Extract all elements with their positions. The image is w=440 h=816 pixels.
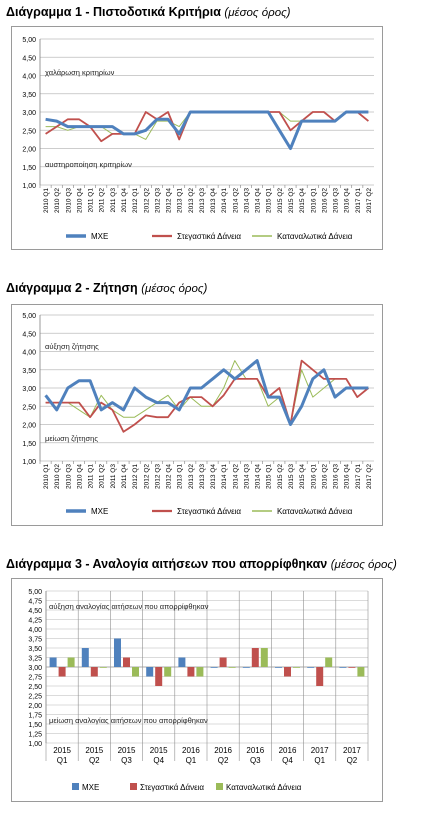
x-tick-label: 2011 Q1 xyxy=(87,464,95,489)
annotation-top: χαλάρωση κριτηρίων xyxy=(45,68,115,77)
x-tick-label: 2010 Q1 xyxy=(43,188,51,213)
bar-mortgage xyxy=(348,667,355,668)
x-tick-label: 2016 Q4 xyxy=(343,464,351,489)
x-tick-label: 2016 Q2 xyxy=(321,464,329,489)
figure-2-title xyxy=(6,281,207,295)
annotation-bottom: μείωση αναλογίας αιτήσεων που απορρίφθηκαν xyxy=(49,716,208,725)
bar-consumer xyxy=(357,667,364,677)
legend-label-mortgage: Στεγαστικά Δάνεια xyxy=(177,232,242,241)
annotation-top: αύξηση αναλογίας αιτήσεων που απορρίφθηκαν xyxy=(49,602,209,611)
x-tick-label: 2011 Q3 xyxy=(109,464,117,489)
bar-mxe xyxy=(178,658,185,668)
y-tick-label: 3,00 xyxy=(28,665,42,672)
bar-mortgage xyxy=(91,667,98,677)
y-tick-label: 3,50 xyxy=(22,91,36,99)
x-tick-label: 2014 Q2 xyxy=(232,188,240,213)
x-tick-label: 2010 Q4 xyxy=(76,188,84,213)
x-tick-label: 2013 Q3 xyxy=(198,188,206,213)
annotation-top: αύξηση ζήτησης xyxy=(45,342,99,351)
x-tick-label: 2014 Q1 xyxy=(221,464,229,489)
legend-label-consumer: Καταναλωτικά Δάνεια xyxy=(277,507,353,516)
y-tick-label: 4,00 xyxy=(28,627,42,634)
y-tick-label: 2,50 xyxy=(22,128,36,136)
figure-3-title xyxy=(6,557,397,571)
x-tick-label: 2010 Q4 xyxy=(76,464,84,489)
x-tick-label: 2015 Q3 xyxy=(288,464,295,489)
chart-1-panel xyxy=(11,26,383,250)
legend-swatch-consumer xyxy=(216,783,223,790)
x-tick-label: 2011 Q2 xyxy=(98,464,106,489)
y-tick-label: 4,75 xyxy=(28,598,42,606)
x-tick-label: 2013 Q4 xyxy=(210,188,218,213)
x-tick-label-year: 2015 xyxy=(53,746,71,755)
x-tick-label-year: 2016 xyxy=(182,746,200,755)
bar-mxe xyxy=(243,667,250,668)
x-tick-label: 2017 Q2 xyxy=(365,464,373,489)
chart-3-panel xyxy=(11,578,383,802)
x-tick-label: 2014 Q1 xyxy=(221,188,229,213)
x-tick-label: 2011 Q4 xyxy=(121,188,128,213)
x-tick-label: 2013 Q2 xyxy=(187,464,195,489)
bar-mxe xyxy=(82,648,89,667)
legend-swatch-mortgage xyxy=(130,783,137,790)
bar-mortgage xyxy=(284,667,291,677)
x-tick-label-year: 2016 xyxy=(246,746,265,755)
x-tick-label: 2014 Q4 xyxy=(254,464,262,489)
x-tick-label: 2012 Q3 xyxy=(154,464,162,489)
x-tick-label: 2016 Q3 xyxy=(332,188,340,213)
legend-label-mxe: ΜΧΕ xyxy=(82,783,100,792)
x-tick-label: 2013 Q1 xyxy=(176,464,184,489)
bar-mortgage xyxy=(252,648,259,667)
legend-label-consumer: Καταναλωτικά Δάνεια xyxy=(226,783,302,792)
bar-mxe xyxy=(275,667,282,668)
x-tick-label-year: 2017 xyxy=(310,746,329,755)
x-tick-label: 2012 Q4 xyxy=(165,188,173,213)
y-tick-label: 3,25 xyxy=(28,655,42,663)
y-tick-label: 1,50 xyxy=(22,440,36,448)
x-tick-label: 2013 Q3 xyxy=(198,464,206,489)
x-tick-label: 2013 Q1 xyxy=(176,188,184,213)
x-tick-label-quarter: Q1 xyxy=(56,756,68,765)
chart-2-panel xyxy=(11,304,383,526)
y-tick-label: 4,50 xyxy=(28,608,42,615)
x-tick-label: 2010 Q3 xyxy=(65,464,73,489)
x-tick-label: 2010 Q3 xyxy=(65,188,73,213)
x-tick-label-year: 2016 xyxy=(278,746,297,755)
x-tick-label: 2012 Q4 xyxy=(165,464,173,489)
y-tick-label: 4,50 xyxy=(22,55,36,63)
bar-mxe xyxy=(307,667,314,668)
figure-1-title-text: Διάγραμμα 1 - Πιστοδοτικά Κριτήρια xyxy=(6,5,221,19)
x-tick-label: 2010 Q2 xyxy=(54,188,62,213)
bar-mxe xyxy=(114,639,121,668)
x-tick-label: 2011 Q3 xyxy=(109,188,117,213)
y-tick-label: 3,00 xyxy=(22,110,36,117)
bar-mortgage xyxy=(123,658,130,668)
y-tick-label: 3,75 xyxy=(28,636,42,644)
x-tick-label: 2013 Q4 xyxy=(210,464,218,489)
x-tick-label-quarter: Q4 xyxy=(153,756,165,765)
x-tick-label: 2014 Q3 xyxy=(243,188,251,213)
annotation-bottom: αυστηροποίηση κριτηρίων xyxy=(45,160,132,169)
x-tick-label-quarter: Q3 xyxy=(249,756,261,765)
figure-1-subtitle: (μέσος όρος) xyxy=(224,7,291,19)
x-tick-label: 2014 Q4 xyxy=(254,188,262,213)
x-tick-label: 2015 Q3 xyxy=(288,188,295,213)
y-tick-label: 4,50 xyxy=(22,331,36,339)
figure-3-subtitle: (μέσος όρος) xyxy=(330,559,397,571)
y-tick-label: 5,00 xyxy=(28,589,42,596)
y-tick-label: 1,00 xyxy=(28,741,42,748)
legend-label-mortgage: Στεγαστικά Δάνεια xyxy=(140,783,205,792)
legend-label-mortgage: Στεγαστικά Δάνεια xyxy=(177,507,242,516)
x-tick-label: 2010 Q1 xyxy=(43,464,51,489)
x-tick-label: 2014 Q2 xyxy=(232,464,240,489)
y-tick-label: 1,00 xyxy=(22,183,36,190)
x-tick-label: 2016 Q1 xyxy=(310,464,318,489)
x-tick-label: 2015 Q2 xyxy=(276,464,284,489)
bar-consumer xyxy=(132,667,139,677)
x-tick-label: 2014 Q3 xyxy=(243,464,251,489)
x-tick-label: 2011 Q2 xyxy=(98,188,106,213)
bar-consumer xyxy=(68,658,75,668)
x-tick-label-year: 2015 xyxy=(117,746,136,755)
x-tick-label: 2017 Q1 xyxy=(354,188,362,213)
x-tick-label-year: 2015 xyxy=(85,746,104,755)
bar-consumer xyxy=(229,667,236,668)
x-tick-label: 2016 Q4 xyxy=(343,188,351,213)
y-tick-label: 2,00 xyxy=(28,703,42,710)
x-tick-label: 2012 Q1 xyxy=(132,464,140,489)
x-tick-label: 2013 Q2 xyxy=(187,188,195,213)
x-tick-label-year: 2015 xyxy=(149,746,168,755)
bar-consumer xyxy=(293,667,300,668)
x-tick-label: 2016 Q2 xyxy=(321,188,329,213)
y-tick-label: 2,75 xyxy=(28,674,42,682)
legend-label-mxe: ΜΧΕ xyxy=(91,232,109,241)
x-tick-label-quarter: Q1 xyxy=(185,756,197,765)
y-tick-label: 1,00 xyxy=(22,459,36,466)
x-tick-label: 2011 Q4 xyxy=(121,464,128,489)
y-tick-label: 1,50 xyxy=(22,164,36,172)
y-tick-label: 1,25 xyxy=(28,731,42,739)
x-tick-label: 2012 Q3 xyxy=(154,188,162,213)
y-tick-label: 5,00 xyxy=(22,37,36,44)
bar-consumer xyxy=(261,648,268,667)
figure-2-title-text: Διάγραμμα 2 - Ζήτηση xyxy=(6,281,138,295)
x-tick-label: 2015 Q1 xyxy=(265,188,273,213)
bar-mxe xyxy=(146,667,153,677)
x-tick-label: 2017 Q1 xyxy=(354,464,362,489)
legend-label-mxe: ΜΧΕ xyxy=(91,507,109,516)
y-tick-label: 3,50 xyxy=(22,367,36,375)
bar-consumer xyxy=(196,667,203,677)
x-tick-label-quarter: Q1 xyxy=(314,756,326,765)
y-tick-label: 5,00 xyxy=(22,313,36,320)
bar-consumer xyxy=(325,658,332,668)
x-tick-label: 2012 Q2 xyxy=(143,188,151,213)
bar-mortgage xyxy=(316,667,323,686)
series-line-mxe xyxy=(46,361,369,425)
x-tick-label-year: 2017 xyxy=(343,746,361,755)
x-tick-label: 2010 Q2 xyxy=(54,464,62,489)
x-tick-label: 2011 Q1 xyxy=(87,188,95,213)
figure-1-title xyxy=(6,5,291,19)
bar-mxe xyxy=(50,658,57,668)
y-tick-label: 2,25 xyxy=(28,693,42,701)
x-tick-label: 2015 Q1 xyxy=(265,464,273,489)
x-tick-label: 2012 Q1 xyxy=(132,188,140,213)
y-tick-label: 2,00 xyxy=(22,422,36,430)
x-tick-label: 2015 Q4 xyxy=(299,188,307,213)
bar-consumer xyxy=(164,667,171,677)
annotation-bottom: μείωση ζήτησης xyxy=(45,434,98,443)
x-tick-label-quarter: Q4 xyxy=(282,756,293,765)
bar-mortgage xyxy=(59,667,66,677)
y-tick-label: 2,50 xyxy=(22,404,36,412)
x-tick-label-quarter: Q3 xyxy=(121,756,132,765)
chart-3 xyxy=(12,579,382,801)
x-tick-label: 2016 Q1 xyxy=(310,188,318,213)
x-tick-label-quarter: Q2 xyxy=(346,756,358,765)
x-tick-label: 2012 Q2 xyxy=(143,464,151,489)
chart-2 xyxy=(12,305,382,525)
y-tick-label: 4,00 xyxy=(22,349,36,357)
y-tick-label: 1,50 xyxy=(28,722,42,729)
x-tick-label-year: 2016 xyxy=(214,746,232,755)
figure-3-title-text: Διάγραμμα 3 - Αναλογία αιτήσεων που απορρίφθηκαν xyxy=(6,557,328,571)
legend-label-consumer: Καταναλωτικά Δάνεια xyxy=(277,232,353,241)
y-tick-label: 2,00 xyxy=(22,146,36,154)
y-tick-label: 4,25 xyxy=(28,617,42,625)
x-tick-label-quarter: Q2 xyxy=(88,756,100,765)
bar-mortgage xyxy=(187,667,194,677)
x-tick-label: 2015 Q4 xyxy=(299,464,307,489)
x-tick-label-quarter: Q2 xyxy=(217,756,229,765)
bar-mortgage xyxy=(155,667,162,686)
y-tick-label: 3,00 xyxy=(22,386,36,393)
bar-consumer xyxy=(100,667,107,668)
y-tick-label: 3,50 xyxy=(28,646,42,653)
bar-mortgage xyxy=(220,658,227,668)
figure-2-subtitle: (μέσος όρος) xyxy=(141,283,208,295)
y-tick-label: 4,00 xyxy=(22,73,36,81)
y-tick-label: 1,75 xyxy=(28,712,42,720)
bar-mxe xyxy=(211,667,218,668)
y-tick-label: 2,50 xyxy=(28,684,42,691)
x-tick-label: 2015 Q2 xyxy=(276,188,284,213)
chart-1 xyxy=(12,27,382,249)
legend-swatch-mxe xyxy=(72,783,79,790)
bar-mxe xyxy=(339,667,346,668)
x-tick-label: 2016 Q3 xyxy=(332,464,340,489)
x-tick-label: 2017 Q2 xyxy=(365,188,373,213)
